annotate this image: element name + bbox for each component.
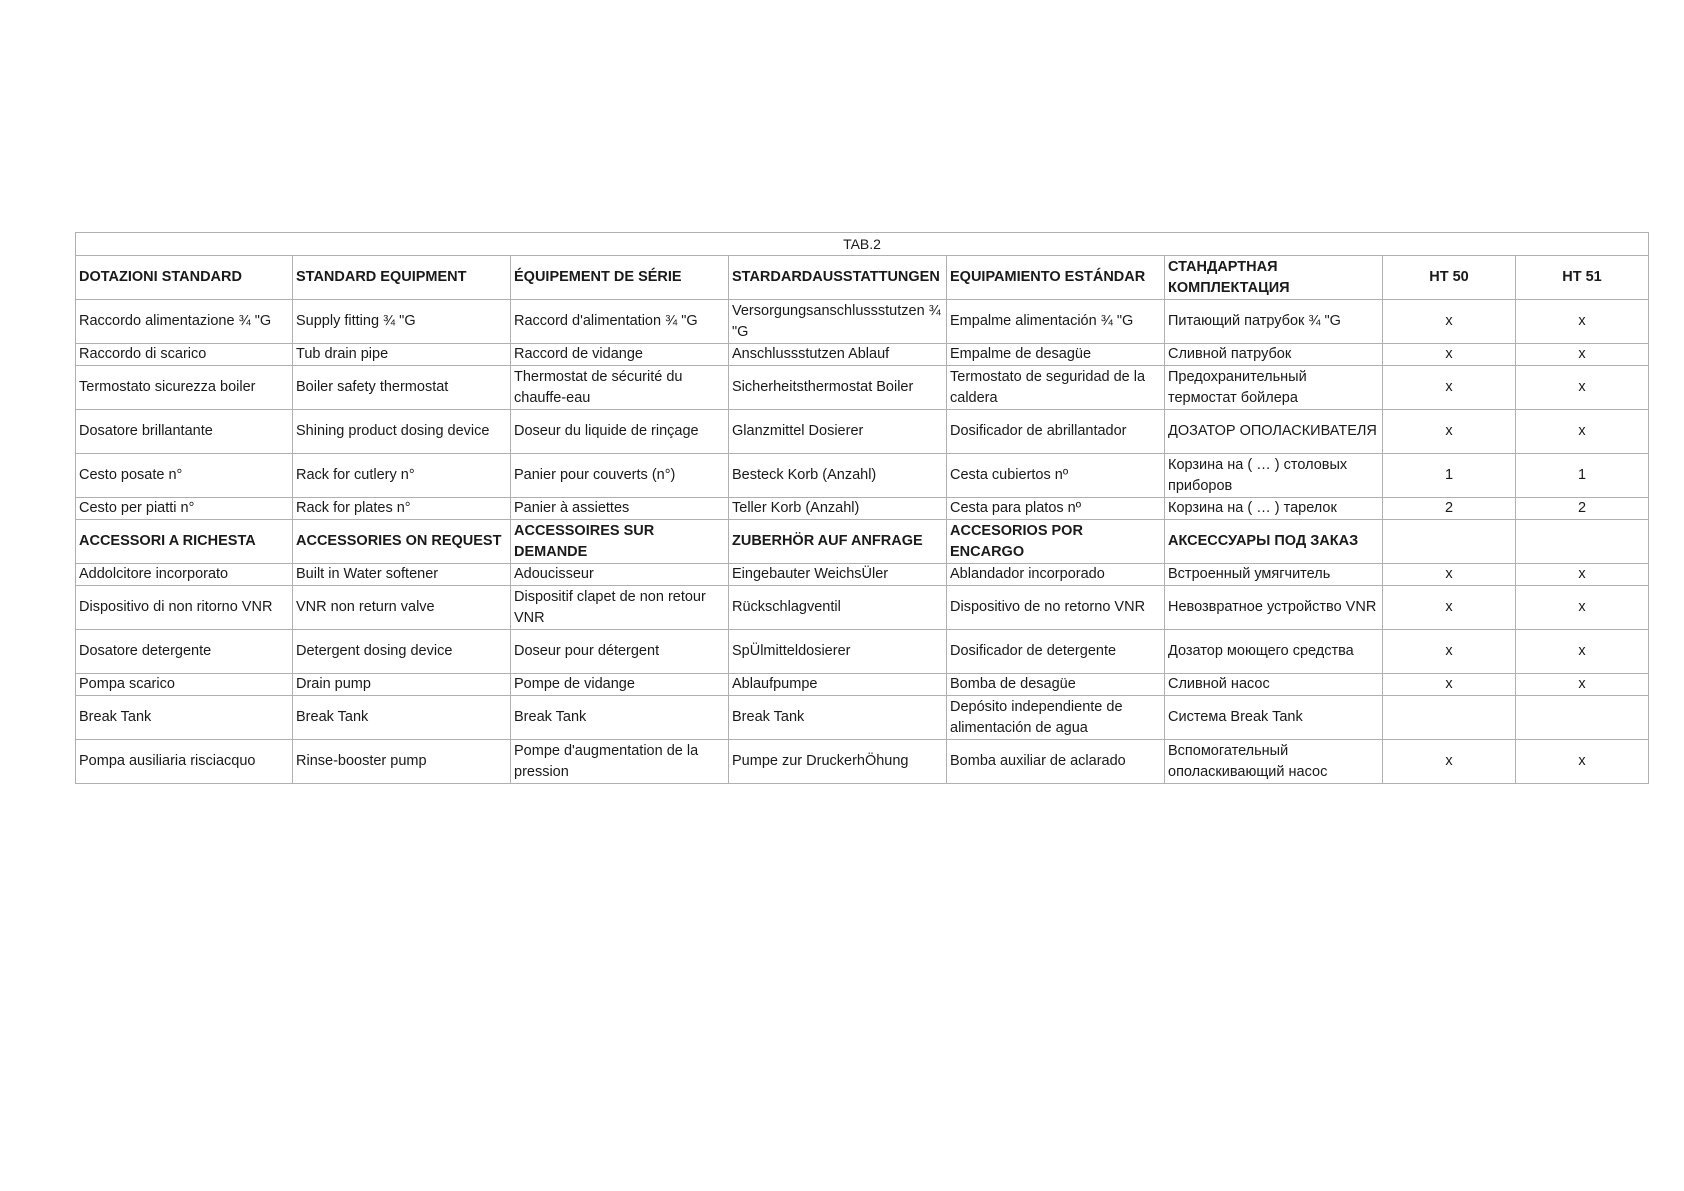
table-row	[76, 586, 1649, 630]
table-cell-col-ht51: x	[1516, 674, 1649, 696]
table-cell-col-spanish: Empalme alimentación ¾ "G	[947, 300, 1165, 344]
table-cell-col-english: Detergent dosing device	[293, 630, 511, 674]
header-cell-col-ht51	[1516, 520, 1649, 564]
table-cell-col-french: Raccord d'alimentation ¾ "G	[511, 300, 729, 344]
header-cell-col-ht50: HT 50	[1383, 256, 1516, 300]
table-cell-col-spanish: Dispositivo de no retorno VNR	[947, 586, 1165, 630]
table-row	[76, 696, 1649, 740]
table-cell-col-english: Break Tank	[293, 696, 511, 740]
table-cell-col-german: Versorgungsanschlussstutzen ¾ "G	[729, 300, 947, 344]
accessories-header-row	[76, 520, 1649, 564]
table-cell-col-german: Pumpe zur DruckerhÖhung	[729, 740, 947, 784]
table-cell-col-ht51: x	[1516, 366, 1649, 410]
header-cell-col-spanish: EQUIPAMIENTO ESTÁNDAR	[947, 256, 1165, 300]
table-row	[76, 674, 1649, 696]
table-row	[76, 630, 1649, 674]
table-row	[76, 344, 1649, 366]
table-cell-col-german: Besteck Korb (Anzahl)	[729, 454, 947, 498]
header-cell-col-german: STARDARDAUSSTATTUNGEN	[729, 256, 947, 300]
table-cell-col-ht50: x	[1383, 740, 1516, 784]
table-cell-col-spanish: Bomba auxiliar de aclarado	[947, 740, 1165, 784]
header-cell-col-german: ZUBERHÖR AUF ANFRAGE	[729, 520, 947, 564]
table-cell-col-french: Pompe de vidange	[511, 674, 729, 696]
table-cell-col-french: Raccord de vidange	[511, 344, 729, 366]
table-cell-col-russian: Сливной патрубок	[1165, 344, 1383, 366]
table-cell-col-spanish: Dosificador de abrillantador	[947, 410, 1165, 454]
table-cell-col-english: Boiler safety thermostat	[293, 366, 511, 410]
table-cell-col-spanish: Termostato de seguridad de la caldera	[947, 366, 1165, 410]
header-cell-col-ht50	[1383, 520, 1516, 564]
table-cell-col-german: Eingebauter WeichsÜler	[729, 564, 947, 586]
table-cell-col-french: Pompe d'augmentation de la pression	[511, 740, 729, 784]
table-cell-col-english: VNR non return valve	[293, 586, 511, 630]
table-cell-col-ht50: x	[1383, 344, 1516, 366]
table-cell-col-english: Rinse-booster pump	[293, 740, 511, 784]
table-cell-col-ht51	[1516, 696, 1649, 740]
table-cell-col-english: Rack for cutlery n°	[293, 454, 511, 498]
table-cell-col-french: Break Tank	[511, 696, 729, 740]
table-cell-col-ht51: x	[1516, 300, 1649, 344]
table-row	[76, 366, 1649, 410]
table-cell-col-french: Thermostat de sécurité du chauffe-eau	[511, 366, 729, 410]
table-cell-col-spanish: Bomba de desagüe	[947, 674, 1165, 696]
table-cell-col-russian: Вспомогательный ополаскивающий насос	[1165, 740, 1383, 784]
table-cell-col-ht50: x	[1383, 366, 1516, 410]
header-cell-col-spanish: ACCESORIOS POR ENCARGO	[947, 520, 1165, 564]
table-cell-col-german: Glanzmittel Dosierer	[729, 410, 947, 454]
table-cell-col-german: Teller Korb (Anzahl)	[729, 498, 947, 520]
table-cell-col-ht50: 1	[1383, 454, 1516, 498]
table-row	[76, 740, 1649, 784]
table-cell-col-italian: Raccordo di scarico	[76, 344, 293, 366]
table-row	[76, 300, 1649, 344]
table-cell-col-french: Adoucisseur	[511, 564, 729, 586]
header-cell-col-russian: АКСЕССУАРЫ ПОД ЗАКАЗ	[1165, 520, 1383, 564]
table-cell-col-german: Rückschlagventil	[729, 586, 947, 630]
table-cell-col-ht51: x	[1516, 344, 1649, 366]
table-cell-col-ht51: 1	[1516, 454, 1649, 498]
standard-equipment-header-row	[76, 256, 1649, 300]
table-cell-col-spanish: Cesta cubiertos nº	[947, 454, 1165, 498]
table-cell-col-italian: Cesto per piatti n°	[76, 498, 293, 520]
header-cell-col-french: ÉQUIPEMENT DE SÉRIE	[511, 256, 729, 300]
table-cell-col-english: Tub drain pipe	[293, 344, 511, 366]
table-cell-col-spanish: Ablandador incorporado	[947, 564, 1165, 586]
table-cell-col-italian: Dosatore brillantante	[76, 410, 293, 454]
table-cell-col-german: Sicherheitsthermostat Boiler	[729, 366, 947, 410]
table-cell-col-english: Rack for plates n°	[293, 498, 511, 520]
table-cell-col-russian: Дозатор моющего средства	[1165, 630, 1383, 674]
header-cell-col-french: ACCESSOIRES SUR DEMANDE	[511, 520, 729, 564]
table-cell-col-russian: Корзина на ( … ) тарелок	[1165, 498, 1383, 520]
table-cell-col-italian: Pompa scarico	[76, 674, 293, 696]
table-cell-col-ht50: x	[1383, 586, 1516, 630]
header-cell-col-english: STANDARD EQUIPMENT	[293, 256, 511, 300]
header-cell-col-english: ACCESSORIES ON REQUEST	[293, 520, 511, 564]
table-cell-col-russian: Невозвратное устройство VNR	[1165, 586, 1383, 630]
table-cell-col-ht50: x	[1383, 300, 1516, 344]
table-cell-col-french: Doseur pour détergent	[511, 630, 729, 674]
table-cell-col-english: Drain pump	[293, 674, 511, 696]
table-cell-col-russian: Корзина на ( … ) столовых приборов	[1165, 454, 1383, 498]
table-cell-col-french: Doseur du liquide de rinçage	[511, 410, 729, 454]
table-cell-col-spanish: Cesta para platos nº	[947, 498, 1165, 520]
table-cell-col-ht50: x	[1383, 564, 1516, 586]
table-cell-col-russian: Питающий патрубок ¾ "G	[1165, 300, 1383, 344]
table-cell-col-spanish: Depósito independiente de alimentación de agua	[947, 696, 1165, 740]
table-cell-col-ht50: x	[1383, 630, 1516, 674]
table-cell-col-italian: Termostato sicurezza boiler	[76, 366, 293, 410]
table-cell-col-italian: Cesto posate n°	[76, 454, 293, 498]
table-cell-col-spanish: Empalme de desagüe	[947, 344, 1165, 366]
table-cell-col-german: Break Tank	[729, 696, 947, 740]
table-cell-col-russian: ДОЗАТОР ОПОЛАСКИВАТЕЛЯ	[1165, 410, 1383, 454]
table-row	[76, 410, 1649, 454]
table-title: TAB.2	[76, 233, 1649, 256]
table-cell-col-english: Built in Water softener	[293, 564, 511, 586]
table-cell-col-ht51: x	[1516, 630, 1649, 674]
table-cell-col-french: Dispositif clapet de non retour VNR	[511, 586, 729, 630]
header-cell-col-ht51: HT 51	[1516, 256, 1649, 300]
table-row	[76, 498, 1649, 520]
table-cell-col-russian: Сливной насос	[1165, 674, 1383, 696]
table-cell-col-spanish: Dosificador de detergente	[947, 630, 1165, 674]
table-cell-col-italian: Pompa ausiliaria risciacquo	[76, 740, 293, 784]
table-cell-col-german: Ablaufpumpe	[729, 674, 947, 696]
table-cell-col-french: Panier pour couverts (n°)	[511, 454, 729, 498]
table-cell-col-ht51: x	[1516, 410, 1649, 454]
table-row	[76, 454, 1649, 498]
equipment-table	[75, 232, 1649, 784]
table-row	[76, 564, 1649, 586]
table-cell-col-french: Panier à assiettes	[511, 498, 729, 520]
table-cell-col-ht51: x	[1516, 564, 1649, 586]
table-cell-col-russian: Система Break Tank	[1165, 696, 1383, 740]
table-cell-col-ht51: x	[1516, 586, 1649, 630]
table-cell-col-german: SpÜlmitteldosierer	[729, 630, 947, 674]
table-cell-col-russian: Встроенный умягчитель	[1165, 564, 1383, 586]
table-cell-col-ht51: 2	[1516, 498, 1649, 520]
table-title-row	[76, 233, 1649, 256]
table-cell-col-italian: Dispositivo di non ritorno VNR	[76, 586, 293, 630]
table-cell-col-ht50: 2	[1383, 498, 1516, 520]
table-cell-col-russian: Предохранительный термостат бойлера	[1165, 366, 1383, 410]
table-cell-col-ht51: x	[1516, 740, 1649, 784]
header-cell-col-italian: DOTAZIONI STANDARD	[76, 256, 293, 300]
header-cell-col-russian: СТАНДАРТНАЯ КОМПЛЕКТАЦИЯ	[1165, 256, 1383, 300]
table-cell-col-ht50: x	[1383, 674, 1516, 696]
table-cell-col-english: Shining product dosing device	[293, 410, 511, 454]
table-cell-col-italian: Addolcitore incorporato	[76, 564, 293, 586]
table-cell-col-english: Supply fitting ¾ "G	[293, 300, 511, 344]
table-cell-col-german: Anschlussstutzen Ablauf	[729, 344, 947, 366]
table-cell-col-italian: Raccordo alimentazione ¾ "G	[76, 300, 293, 344]
table-cell-col-ht50	[1383, 696, 1516, 740]
table-cell-col-italian: Break Tank	[76, 696, 293, 740]
table-cell-col-ht50: x	[1383, 410, 1516, 454]
table-cell-col-italian: Dosatore detergente	[76, 630, 293, 674]
header-cell-col-italian: ACCESSORI A RICHESTA	[76, 520, 293, 564]
